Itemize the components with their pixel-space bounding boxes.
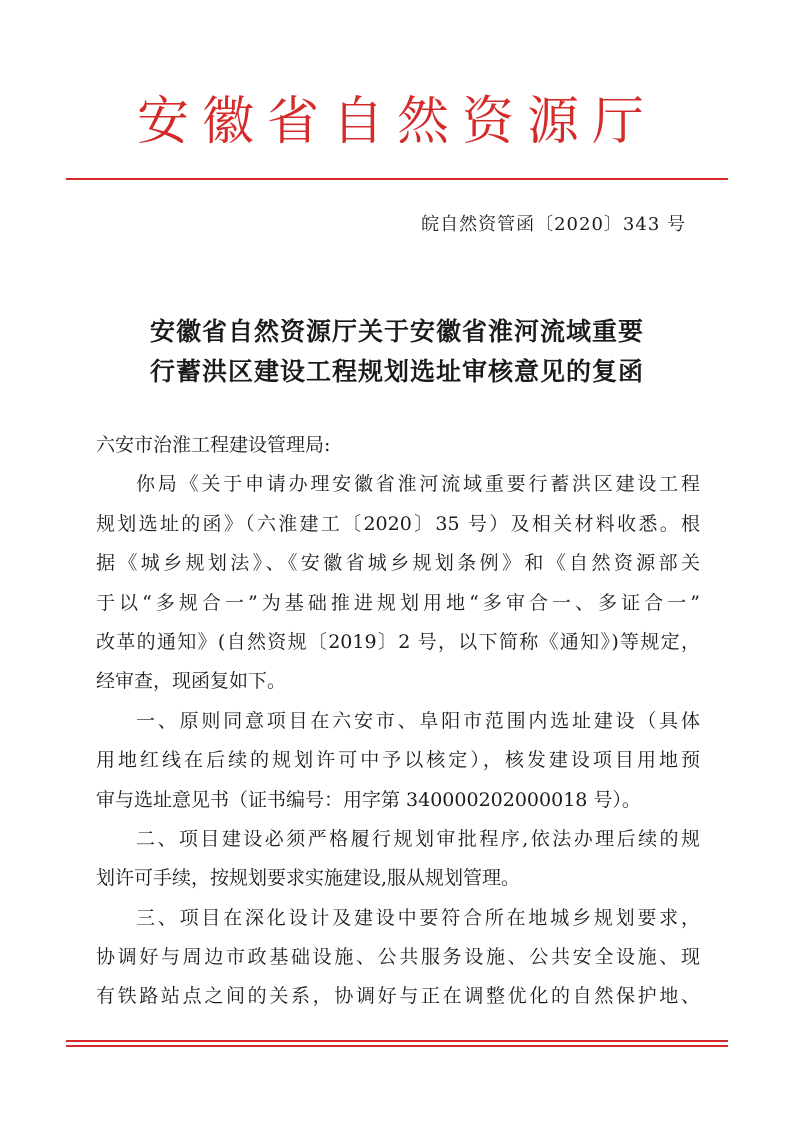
document-title-line: 行蓄洪区建设工程规划选址审核意见的复函 [149,357,644,386]
document-number: 皖自然资管函〔2020〕343 号 [421,214,686,235]
paragraph-intro [96,465,700,701]
paragraph-item-1 [96,702,700,820]
body-line: 据《城乡规划法》、《安徽省城乡规划条例》和《自然资源部关 [96,552,700,575]
body-line: 于以“多规合一”为基础推进规划用地“多审合一、多证合一” [96,591,700,614]
body-line: 三、项目在深化设计及建设中要符合所在地城乡规划要求， [136,906,700,929]
footer-red-rule [66,1045,728,1047]
body-line: 用地红线在后续的规划许可中予以核定），核发建设项目用地预 [96,749,700,772]
document-title [0,312,794,392]
body-line: 二、项目建设必须严格履行规划审批程序,依法办理后续的规 [136,827,700,850]
footer-red-rule [66,1040,728,1042]
body-line: 审与选址意见书（证书编号：用字第 340000202000018 号）。 [96,788,641,811]
body-line: 规划选址的函》（六淮建工〔2020〕35 号）及相关材料收悉。根 [96,512,700,535]
body-line: 协调好与周边市政基础设施、公共服务设施、公共安全设施、现 [96,946,700,969]
agency-letterhead: 安徽省自然资源厅 [136,92,657,152]
addressee: 六安市治淮工程建设管理局: [96,434,331,456]
document-title-line: 安徽省自然资源厅关于安徽省淮河流域重要 [149,317,644,346]
document-body [96,426,700,1017]
body-line: 划许可手续，按规划要求实施建设,服从规划管理。 [96,867,521,890]
letterhead-red-rule [66,178,728,180]
body-line: 改革的通知》(自然资规〔2019〕2 号，以下简称《通知》)等规定， [96,630,700,653]
body-line: 有铁路站点之间的关系，协调好与正在调整优化的自然保护地、 [96,985,700,1008]
body-line: 一、原则同意项目在六安市、阜阳市范围内选址建设（具体 [136,709,700,732]
paragraph-item-3 [96,899,700,1017]
body-line: 经审查，现函复如下。 [96,670,287,693]
paragraph-item-2 [96,820,700,899]
body-line: 你局《关于申请办理安徽省淮河流域重要行蓄洪区建设工程 [136,473,700,496]
